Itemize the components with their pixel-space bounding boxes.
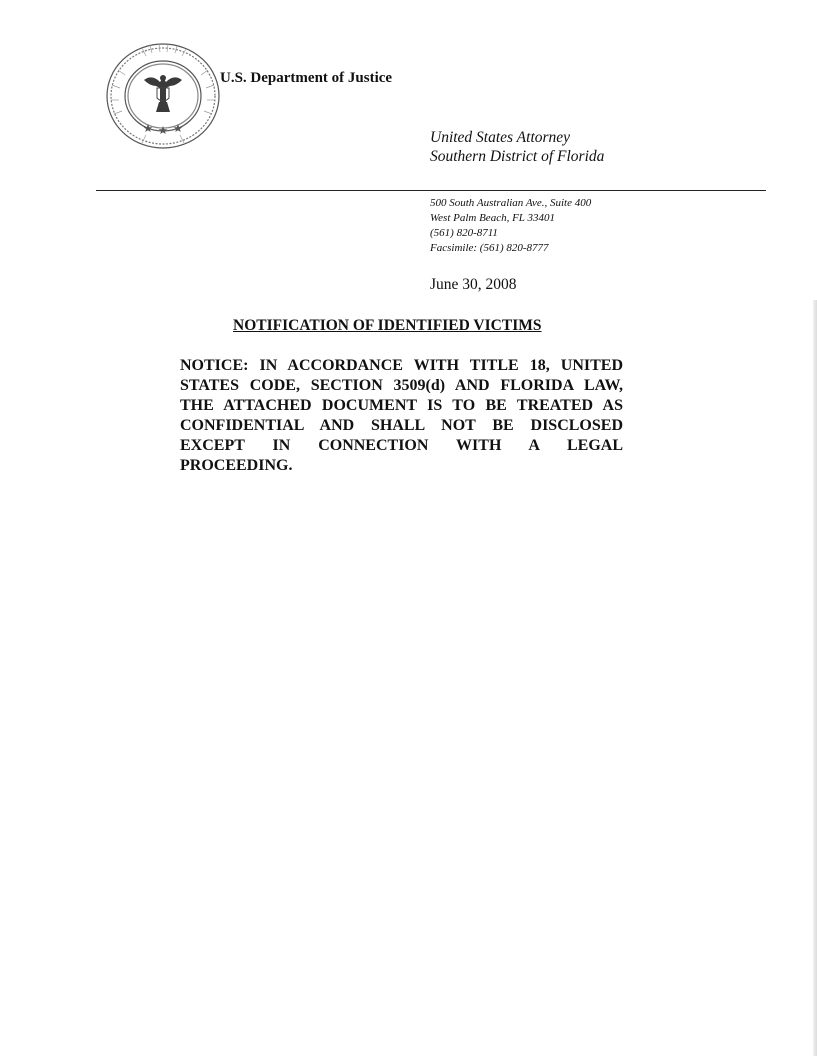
notice-line: THE ATTACHED DOCUMENT IS TO BE TREATED AS xyxy=(180,397,623,414)
confidentiality-notice xyxy=(180,356,623,476)
scan-edge xyxy=(813,300,817,1056)
address-fax: Facsimile: (561) 820-8777 xyxy=(430,242,549,254)
notice-line: EXCEPT IN CONNECTION WITH A LEGAL xyxy=(180,437,623,454)
notice-line: PROCEEDING. xyxy=(180,457,293,474)
letter-date: June 30, 2008 xyxy=(430,276,517,293)
address-phone: (561) 820-8711 xyxy=(430,227,498,239)
address-city: West Palm Beach, FL 33401 xyxy=(430,212,555,224)
department-name: U.S. Department of Justice xyxy=(220,70,393,86)
doj-seal-icon xyxy=(102,40,224,152)
office-district: Southern District of Florida xyxy=(430,148,605,165)
address-street: 500 South Australian Ave., Suite 400 xyxy=(430,197,592,209)
notice-line: CONFIDENTIAL AND SHALL NOT BE DISCLOSED xyxy=(180,417,623,434)
document-heading: NOTIFICATION OF IDENTIFIED VICTIMS xyxy=(233,317,542,334)
notice-line: NOTICE: IN ACCORDANCE WITH TITLE 18, UNITED xyxy=(180,357,623,374)
office-block xyxy=(430,128,604,166)
notice-line: STATES CODE, SECTION 3509(d) AND FLORIDA LAW, xyxy=(180,377,623,394)
address-block xyxy=(430,196,591,256)
office-title: United States Attorney xyxy=(430,129,571,146)
letterhead-divider xyxy=(96,190,766,191)
